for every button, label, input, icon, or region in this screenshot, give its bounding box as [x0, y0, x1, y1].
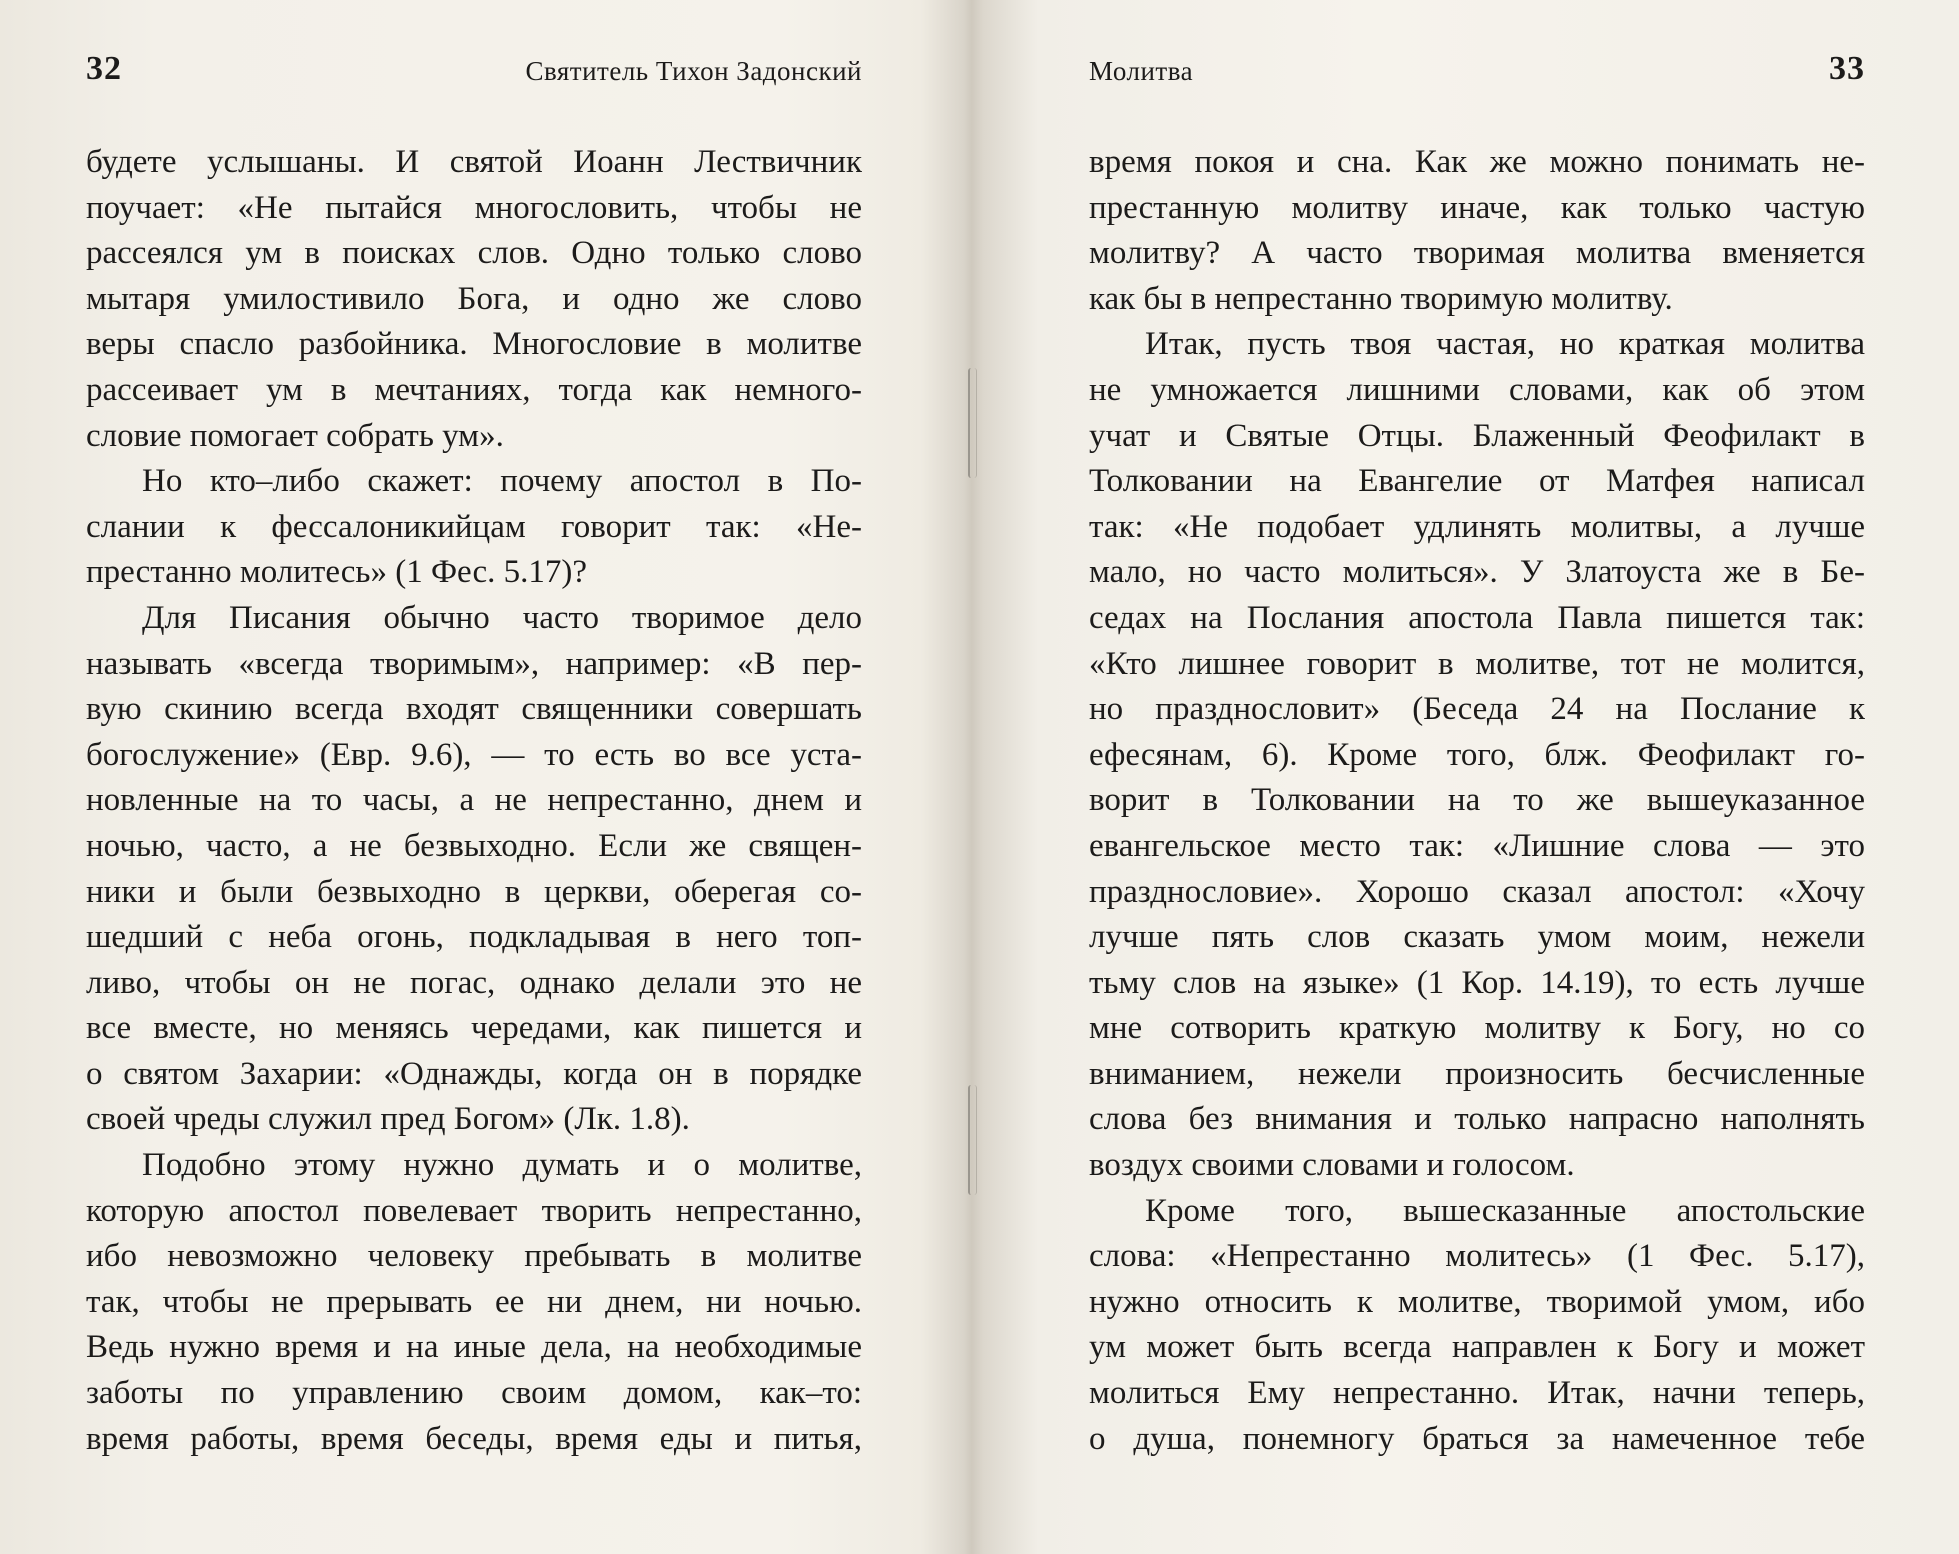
text-line: Но кто–либо скажет: почему апостол в По- [142, 463, 862, 500]
running-head: Святитель Тихон Задонский [525, 56, 862, 86]
text-line: евангельское место так: «Лишние слова — это [1089, 827, 1865, 864]
text-line: слании к фессалоникийцам говорит так: «Не- [86, 508, 862, 545]
text-line: веры спасло разбойника. Многословие в молитве [86, 326, 862, 363]
text-line: но празднословит» (Беседа 24 на Послание к [1089, 691, 1865, 728]
text-line: слова: «Непрестанно молитесь» (1 Фес. 5.17), [1089, 1238, 1865, 1275]
left-page-header [86, 50, 862, 100]
text-line: заботы по управлению своим домом, как–то: [86, 1375, 862, 1412]
text-line: Подобно этому нужно думать и о молитве, [142, 1147, 862, 1184]
text-line: ефесянам, 6). Кроме того, блж. Феофилакт го- [1089, 736, 1865, 773]
text-line: своей чреды служил пред Богом» (Лк. 1.8). [86, 1101, 690, 1138]
text-line: «Кто лишнее говорит в молитве, тот не молится, [1089, 645, 1865, 682]
text-line: ливо, чтобы он не погас, однако делали это не [86, 964, 862, 1001]
text-line: не умножается лишними словами, как об этом [1089, 371, 1865, 408]
text-line: шедший с неба огонь, подкладывая в него топ- [86, 919, 862, 956]
binding-stitch-top [968, 368, 977, 478]
text-line: Ведь нужно время и на иные дела, на необходимые [86, 1329, 862, 1366]
text-line: которую апостол повелевает творить непрестанно, [86, 1192, 862, 1229]
text-line: будете услышаны. И святой Иоанн Лествичник [86, 144, 862, 180]
text-line: Кроме того, вышесказанные апостольские [1145, 1192, 1865, 1229]
text-line: вниманием, нежели произносить бесчисленные [1089, 1055, 1865, 1092]
text-line: новленные на то часы, а не непрестанно, днем и [86, 782, 862, 819]
text-line: время покоя и сна. Как же можно понимать не- [1089, 144, 1865, 180]
text-line: так: «Не подобает удлинять молитвы, а лучше [1089, 508, 1865, 545]
text-line: словие помогает собрать ум». [86, 417, 504, 454]
text-line: учат и Святые Отцы. Блаженный Феофилакт в [1089, 417, 1865, 454]
binding-stitch-bottom [968, 1085, 977, 1195]
text-line: ворит в Толковании на то же вышеуказанное [1089, 782, 1865, 819]
text-line: Толковании на Евангелие от Матфея написал [1089, 463, 1865, 500]
running-head: Молитва [1089, 56, 1194, 86]
right-page-header [1089, 50, 1865, 100]
page-number: 33 [1829, 50, 1865, 87]
text-line: рассеялся ум в поисках слов. Одно только слово [86, 235, 862, 272]
text-line: так, чтобы не прерывать ее ни днем, ни ночью. [86, 1283, 862, 1320]
text-line: слова без внимания и только напрасно наполнять [1089, 1101, 1865, 1138]
text-line: молитву? А часто творимая молитва вменяется [1089, 235, 1865, 272]
text-line: рассеивает ум в мечтаниях, тогда как немного- [86, 371, 862, 408]
text-line: ибо невозможно человеку пребывать в молитве [86, 1238, 862, 1275]
text-line: как бы в непрестанно творимую молитву. [1089, 280, 1673, 317]
text-line: называть «всегда творимым», например: «В пер- [86, 645, 862, 682]
text-line: ночью, часто, а не безвыходно. Если же священ- [86, 827, 862, 864]
text-line: мне сотворить краткую молитву к Богу, но со [1089, 1010, 1865, 1047]
text-line: престанную молитву иначе, как только частую [1089, 189, 1865, 226]
right-page [1089, 0, 1865, 1554]
text-line: ники и были безвыходно в церкви, оберегая со- [86, 873, 862, 910]
text-line: ум может быть всегда направлен к Богу и может [1089, 1329, 1865, 1366]
text-line: нужно относить к молитве, творимой умом, ибо [1089, 1283, 1865, 1320]
text-line: мало, но часто молиться». У Златоуста же в Бе- [1089, 554, 1865, 591]
text-line: воздух своими словами и голосом. [1089, 1147, 1575, 1184]
text-line: седах на Послания апостола Павла пишется так: [1089, 599, 1865, 636]
text-line: Для Писания обычно часто творимое дело [142, 599, 862, 636]
text-line: время работы, время беседы, время еды и питья, [86, 1420, 862, 1457]
text-line: лучше пять слов сказать умом моим, нежели [1089, 919, 1865, 956]
text-line: мытаря умилостивило Бога, и одно же слово [86, 280, 862, 317]
text-line: о святом Захарии: «Однажды, когда он в порядке [86, 1055, 862, 1092]
text-line: вую скинию всегда входят священники совершать [86, 691, 862, 728]
page-number: 32 [86, 50, 122, 87]
left-page-body [86, 140, 862, 1462]
text-line: поучает: «Не пытайся многословить, чтобы не [86, 189, 862, 226]
text-line: празднословие». Хорошо сказал апостол: «Хочу [1089, 873, 1865, 910]
right-page-body [1089, 140, 1865, 1462]
text-line: престанно молитесь» (1 Фес. 5.17)? [86, 554, 588, 591]
text-line: Итак, пусть твоя частая, но краткая молитва [1145, 326, 1865, 363]
text-line: молиться Ему непрестанно. Итак, начни теперь, [1089, 1375, 1865, 1412]
text-line: тьму слов на языке» (1 Кор. 14.19), то есть лучше [1089, 964, 1865, 1001]
text-line: о душа, понемногу браться за намеченное тебе [1089, 1420, 1865, 1457]
left-page [86, 0, 862, 1554]
text-line: все вместе, но меняясь чередами, как пишется и [86, 1010, 862, 1047]
text-line: богослужение» (Евр. 9.6), — то есть во все уста- [86, 736, 862, 773]
